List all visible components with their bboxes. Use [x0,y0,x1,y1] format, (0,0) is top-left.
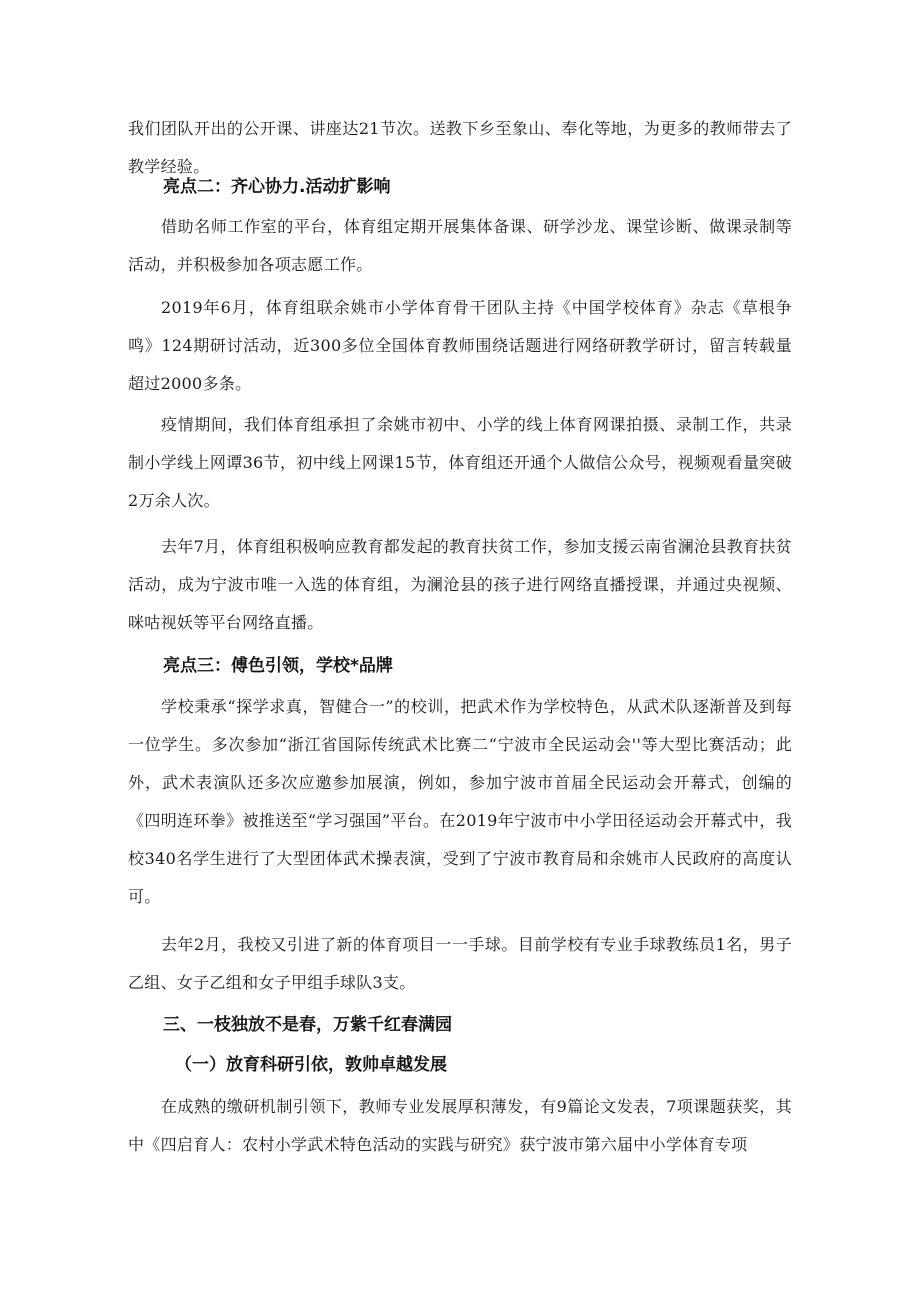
heading-highlight-two: 亮点二：齐心协力.活动扩影响 [163,177,391,197]
paragraph-june-2019-seminar: 2019年6月，体育组联余姚市小学体育骨干团队主持《中国学校体育》杂志《草根争鸣》124期研讨活动，近300多位全国体育教师围绕话题进行网络研教学研讨，留言转载量超过2000多条。 [128,298,792,393]
heading-highlight-three: 亮点三：傅色引领，学校*品牌 [163,656,393,676]
paragraph-wushu-feature: 学校秉承“探学求真，智健合一”的校训，把武术作为学校特色，从武术队逐渐普及到每一位学生。多次参加“浙江省国际传统武术比赛二“宁波市全民运动会''等大型比赛活动；此外，武术表演队还多次应邀参加展演，例如，参加宁波市首届全民运动会开幕式，创编的《四明连环拳》被推送至“学习强国”平台。在2019年宁波市中小学田径运动会开幕式中，我校340名学生进行了大型团体武术操表演，受到了宁波市教育局和余姚市人民政府的高度认可。 [128,697,792,906]
paragraph-july-poverty-support: 去年7月，体育组积极响应教育都发起的教育扶贫工作，参加支援云南省澜沧县教育扶贫活动，成为宁波市唯一入选的体育组，为澜沧县的孩子进行网络直播授课，并通过央视频、咪咕视妖等平台网络直播。 [128,537,792,632]
paragraph-research-achievements: 在成熟的缴研机制引领下，教师专业发展厚积薄发，有9篇论文发表，7项课题获奖，其中《四启育人：农村小学武术特色活动的实践与研究》获宁波市第六届中小学体育专项 [128,1097,792,1154]
paragraph-handball-introduction: 去年2月，我校又引进了新的体育项目一一手球。目前学校有专业手球教练员1名，男子乙组、女子乙组和女子甲组手球队3支。 [128,935,792,992]
paragraph-public-lessons: 我们团队开出的公开课、讲座达21节次。送教下乡至象山、奉化等地，为更多的教师带去了教学经验。 [128,119,792,176]
heading-section-three: 三、一枝独放不是春，万紫千红春满园 [163,1015,452,1035]
paragraph-epidemic-online-courses: 疫情期间，我们体育组承担了余姚市初中、小学的线上体育网课拍摄、录制工作，共录制小学线上网谭36节，初中线上网课15节，体育组还开通个人做信公众号，视频观看量突破2万余人次。 [128,415,792,510]
paragraph-studio-activities: 借助名师工作室的平台，体育组定期开展集体备课、研学沙龙、课堂诊断、做课录制等活动，并积极参加各项志愿工作。 [128,217,792,274]
heading-subsection-one: （一）放育科研引依，敦帅卓越发展 [175,1055,447,1075]
